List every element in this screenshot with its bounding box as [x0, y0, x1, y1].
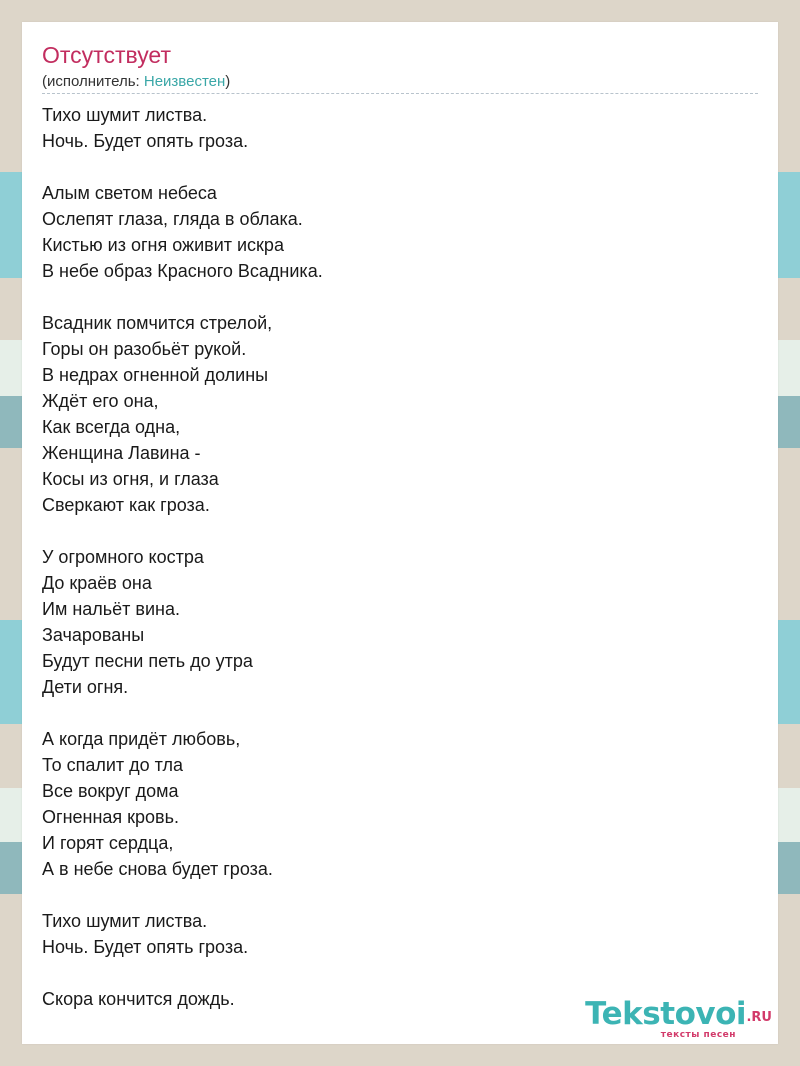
song-artist-line — [42, 73, 230, 90]
header-divider — [42, 93, 758, 94]
lyrics-line: Косы из огня, и глаза — [42, 469, 219, 489]
lyrics-line: Алым светом небеса — [42, 183, 217, 203]
lyrics-line: У огромного костра — [42, 547, 204, 567]
lyrics-line: Женщина Лавина - — [42, 443, 201, 463]
lyrics-line: Тихо шумит листва. — [42, 911, 208, 931]
site-logo[interactable] — [542, 996, 772, 1044]
lyrics-line: Ждёт его она, — [42, 391, 159, 411]
song-title: Отсутствует — [42, 42, 171, 68]
lyrics-line: В небе образ Красного Всадника. — [42, 261, 323, 281]
lyrics-line: То спалит до тла — [42, 755, 184, 775]
lyrics-line: Тихо шумит листва. — [42, 105, 208, 125]
lyrics-line: Дети огня. — [42, 677, 129, 697]
lyrics-line: А в небе снова будет гроза. — [42, 859, 273, 879]
lyrics-line: В недрах огненной долины — [42, 365, 269, 385]
lyrics-line: Ночь. Будет опять гроза. — [42, 937, 249, 957]
lyrics-text — [42, 102, 758, 1012]
logo-wordmark: Tekstovoi — [585, 996, 746, 1032]
lyrics-line: А когда придёт любовь, — [42, 729, 241, 749]
lyrics-line: Всадник помчится стрелой, — [42, 313, 273, 333]
lyrics-line: До краёв она — [42, 573, 152, 593]
artist-link[interactable]: Неизвестен — [143, 73, 226, 90]
lyrics-line: Сверкают как гроза. — [42, 495, 210, 515]
lyrics-line: Все вокруг дома — [42, 781, 179, 801]
lyrics-line: Им нальёт вина. — [42, 599, 180, 619]
lyrics-line: Зачарованы — [42, 625, 145, 645]
lyrics-line: Горы он разобьёт рукой. — [42, 339, 247, 359]
lyrics-blank-line — [42, 518, 758, 544]
lyrics-blank-line — [42, 284, 758, 310]
lyrics-line: Ночь. Будет опять гроза. — [42, 131, 249, 151]
lyrics-line: Как всегда одна, — [42, 417, 181, 437]
lyrics-line: Будут песни петь до утра — [42, 651, 253, 671]
lyrics-line: Огненная кровь. — [42, 807, 179, 827]
logo-domain: .RU — [746, 1010, 772, 1025]
artist-suffix: ) — [225, 73, 231, 90]
lyrics-blank-line — [42, 960, 758, 986]
lyrics-card — [22, 22, 778, 1044]
lyrics-line: Скора кончится дождь. — [42, 989, 235, 1009]
lyrics-line: Ослепят глаза, гляда в облака. — [42, 209, 303, 229]
lyrics-blank-line — [42, 882, 758, 908]
lyrics-line: И горят сердца, — [42, 833, 174, 853]
logo-tagline: тексты песен — [660, 1030, 736, 1040]
artist-prefix: (исполнитель: — [42, 73, 144, 90]
lyrics-blank-line — [42, 700, 758, 726]
lyrics-blank-line — [42, 154, 758, 180]
lyrics-line: Кистью из огня оживит искра — [42, 235, 284, 255]
